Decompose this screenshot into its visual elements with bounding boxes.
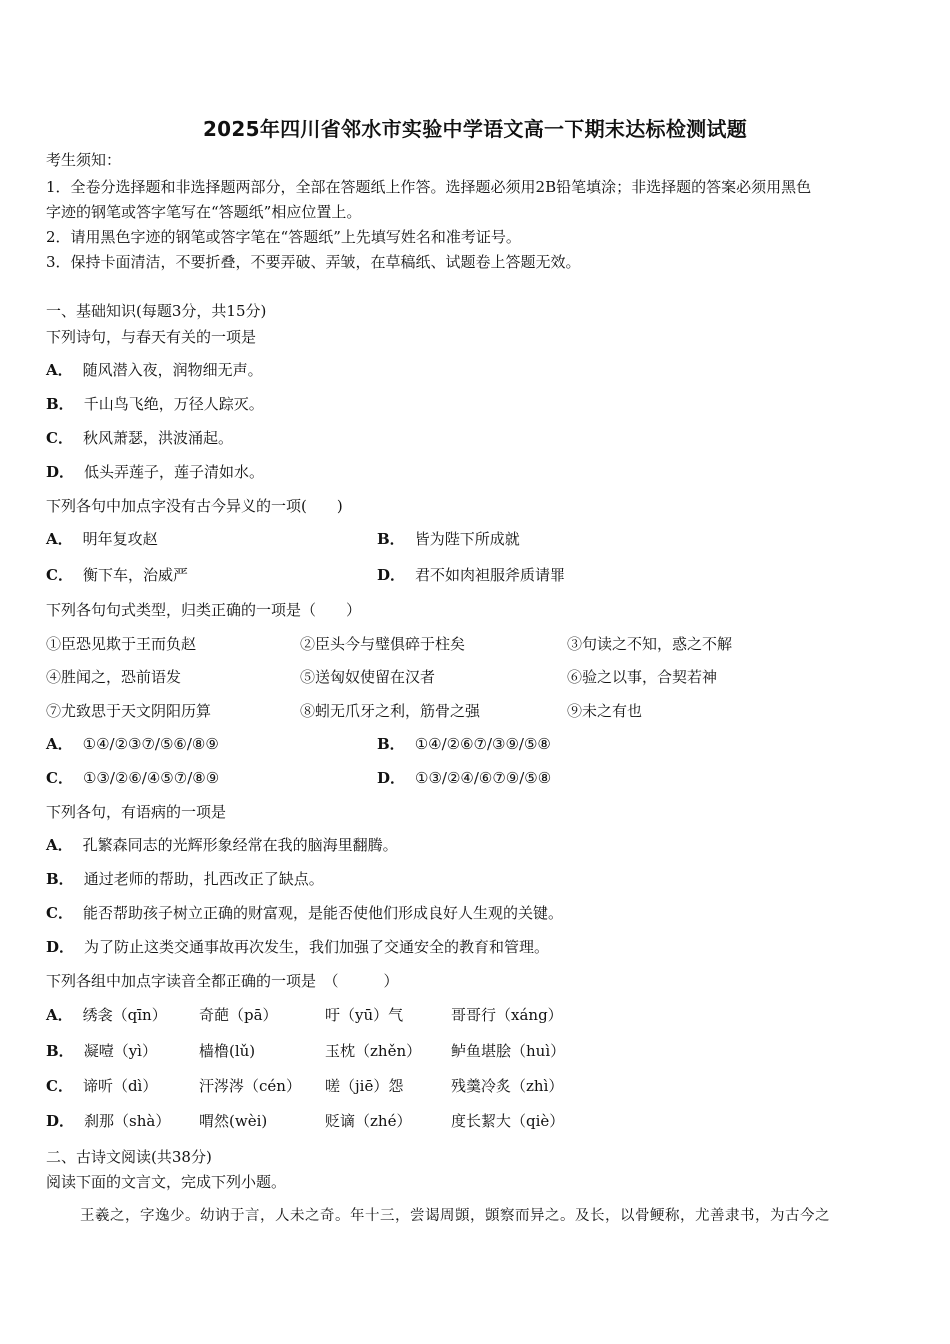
q3-option-b bbox=[377, 734, 551, 754]
option-text: ①③/②④/⑥⑦⑨/⑤⑧ bbox=[415, 769, 552, 787]
q5-row-b-label bbox=[46, 1041, 157, 1061]
q2-option-d bbox=[377, 565, 565, 585]
option-text: 孔繁森同志的光辉形象经常在我的脑海里翻腾。 bbox=[82, 836, 398, 854]
q5-row-c-label bbox=[46, 1076, 157, 1096]
option-label: A． bbox=[46, 735, 73, 753]
section-1-heading: 一、基础知识(每题3分，共15分) bbox=[46, 302, 267, 320]
notice-item-2: 2．请用黑色字迹的钢笔或答字笔在“答题纸”上先填写姓名和准考证号。 bbox=[46, 228, 521, 246]
q3-sentence-6: ⑥验之以事，合契若神 bbox=[567, 668, 718, 686]
q4-option-d bbox=[46, 937, 549, 957]
q3-sentence-4: ④胜闻之，恐前语发 bbox=[46, 668, 182, 686]
notice-item-1-cont: 字迹的钢笔或答字笔写在“答题纸”相应位置上。 bbox=[46, 203, 362, 221]
q3-sentence-3: ③句读之不知，惑之不解 bbox=[567, 635, 733, 653]
q3-option-a bbox=[46, 734, 219, 754]
q3-stem: 下列各句句式类型，归类正确的一项是（ ） bbox=[46, 601, 362, 619]
option-label: A． bbox=[46, 1006, 73, 1024]
option-text: ①③/②⑥/④⑤⑦/⑧⑨ bbox=[82, 769, 220, 787]
option-label: D． bbox=[377, 769, 406, 787]
option-label: C． bbox=[46, 904, 73, 922]
option-text: 通过老师的帮助，扎西改正了缺点。 bbox=[83, 870, 324, 888]
option-label: B． bbox=[46, 395, 74, 413]
option-item: 玉枕（zhěn） bbox=[325, 1042, 422, 1060]
option-item: 哥哥行（xáng） bbox=[451, 1006, 563, 1024]
option-label: D． bbox=[377, 566, 406, 584]
section-2-intro: 阅读下面的文言文，完成下列小题。 bbox=[46, 1173, 287, 1191]
q4-option-a bbox=[46, 835, 398, 855]
q3-sentence-9: ⑨未之有也 bbox=[567, 702, 643, 720]
option-item: 残羹冷炙（zhì） bbox=[451, 1077, 564, 1095]
q1-stem: 下列诗句，与春天有关的一项是 bbox=[46, 328, 257, 346]
option-label: C． bbox=[46, 1077, 73, 1095]
option-text: 低头弄莲子，莲子清如水。 bbox=[84, 463, 265, 481]
option-label: B． bbox=[46, 1042, 74, 1060]
q1-option-b bbox=[46, 394, 264, 414]
q2-option-b bbox=[377, 529, 520, 549]
option-text: 君不如肉袒服斧质请罪 bbox=[415, 566, 566, 584]
option-text: 衡下车，治威严 bbox=[82, 566, 188, 584]
q1-option-d bbox=[46, 462, 264, 482]
section-2-heading: 二、古诗文阅读(共38分) bbox=[46, 1148, 212, 1166]
option-label: B． bbox=[377, 530, 405, 548]
option-text: 皆为陛下所成就 bbox=[414, 530, 520, 548]
option-item: 贬谪（zhé） bbox=[325, 1112, 412, 1130]
option-label: B． bbox=[377, 735, 405, 753]
option-text: 能否帮助孩子树立正确的财富观，是能否使他们形成良好人生观的关键。 bbox=[82, 904, 563, 922]
option-label: C． bbox=[46, 769, 73, 787]
option-text: 千山鸟飞绝，万径人踪灭。 bbox=[83, 395, 264, 413]
q2-stem: 下列各句中加点字没有古今异义的一项( ) bbox=[46, 497, 343, 515]
classical-passage: 王羲之，字逸少。幼讷于言，人未之奇。年十三，尝谒周顗，顗察而异之。及长，以骨鲠称，尤善隶书，为古今之 bbox=[80, 1208, 830, 1224]
q3-sentence-8: ⑧蚓无爪牙之利，筋骨之强 bbox=[300, 702, 481, 720]
notice-heading: 考生须知： bbox=[46, 151, 122, 169]
option-label: D． bbox=[46, 463, 75, 481]
option-text: 随风潜入夜，润物细无声。 bbox=[82, 361, 263, 379]
option-label: A． bbox=[46, 836, 73, 854]
q2-option-c bbox=[46, 565, 188, 585]
q3-option-d bbox=[377, 768, 551, 788]
q5-row-a-label bbox=[46, 1005, 167, 1025]
q3-option-c bbox=[46, 768, 219, 788]
q4-option-c bbox=[46, 903, 563, 923]
option-label: A． bbox=[46, 361, 73, 379]
q5-stem: 下列各组中加点字读音全都正确的一项是 （ ） bbox=[46, 972, 399, 990]
exam-title: 2025年四川省邻水市实验中学语文高一下期末达标检测试题 bbox=[202, 117, 748, 141]
option-text: ①④/②⑥⑦/③⑨/⑤⑧ bbox=[414, 735, 551, 753]
q3-sentence-1: ①臣恐见欺于王而负赵 bbox=[46, 635, 197, 653]
option-text: 秋风萧瑟，洪波涌起。 bbox=[82, 429, 233, 447]
option-label: C． bbox=[46, 566, 73, 584]
q4-stem: 下列各句，有语病的一项是 bbox=[46, 803, 227, 821]
option-item: 绣衾（qīn） bbox=[82, 1006, 167, 1024]
q3-sentence-7: ⑦尤致思于天文阴阳历算 bbox=[46, 702, 212, 720]
option-label: C． bbox=[46, 429, 73, 447]
option-item: 嗟（jiē）怨 bbox=[325, 1077, 404, 1095]
option-text: ①④/②③⑦/⑤⑥/⑧⑨ bbox=[82, 735, 219, 753]
option-item: 度长絜大（qiè） bbox=[451, 1112, 565, 1130]
option-item: 吁（yū）气 bbox=[325, 1006, 404, 1024]
option-label: B． bbox=[46, 870, 74, 888]
notice-item-1: 1．全卷分选择题和非选择题两部分，全部在答题纸上作答。选择题必须用2B铅笔填涂；非选择题的答案必须用黑色 bbox=[46, 178, 812, 196]
option-item: 谛听（dì） bbox=[82, 1077, 158, 1095]
option-item: 樯橹(lǔ) bbox=[199, 1042, 256, 1060]
option-text: 为了防止这类交通事故再次发生，我们加强了交通安全的教育和管理。 bbox=[84, 938, 550, 956]
q1-option-c bbox=[46, 428, 233, 448]
q3-sentence-5: ⑤送匈奴使留在汉者 bbox=[300, 668, 436, 686]
option-item: 鲈鱼堪脍（huì） bbox=[451, 1042, 566, 1060]
option-item: 凝噎（yì） bbox=[83, 1042, 157, 1060]
option-label: D． bbox=[46, 938, 75, 956]
option-text: 明年复攻赵 bbox=[82, 530, 158, 548]
q4-option-b bbox=[46, 869, 324, 889]
option-item: 喟然(wèi) bbox=[199, 1112, 268, 1130]
option-label: A． bbox=[46, 530, 73, 548]
option-item: 奇葩（pā） bbox=[199, 1006, 278, 1024]
option-label: D． bbox=[46, 1112, 75, 1130]
q1-option-a bbox=[46, 360, 263, 380]
notice-item-3: 3．保持卡面清洁，不要折叠，不要弄破、弄皱，在草稿纸、试题卷上答题无效。 bbox=[46, 253, 581, 271]
q2-option-a bbox=[46, 529, 158, 549]
q3-sentence-2: ②臣头今与璧俱碎于柱矣 bbox=[300, 635, 466, 653]
option-item: 刹那（shà） bbox=[84, 1112, 171, 1130]
option-item: 汗涔涔（cén） bbox=[199, 1077, 301, 1095]
q5-row-d-label bbox=[46, 1111, 170, 1131]
